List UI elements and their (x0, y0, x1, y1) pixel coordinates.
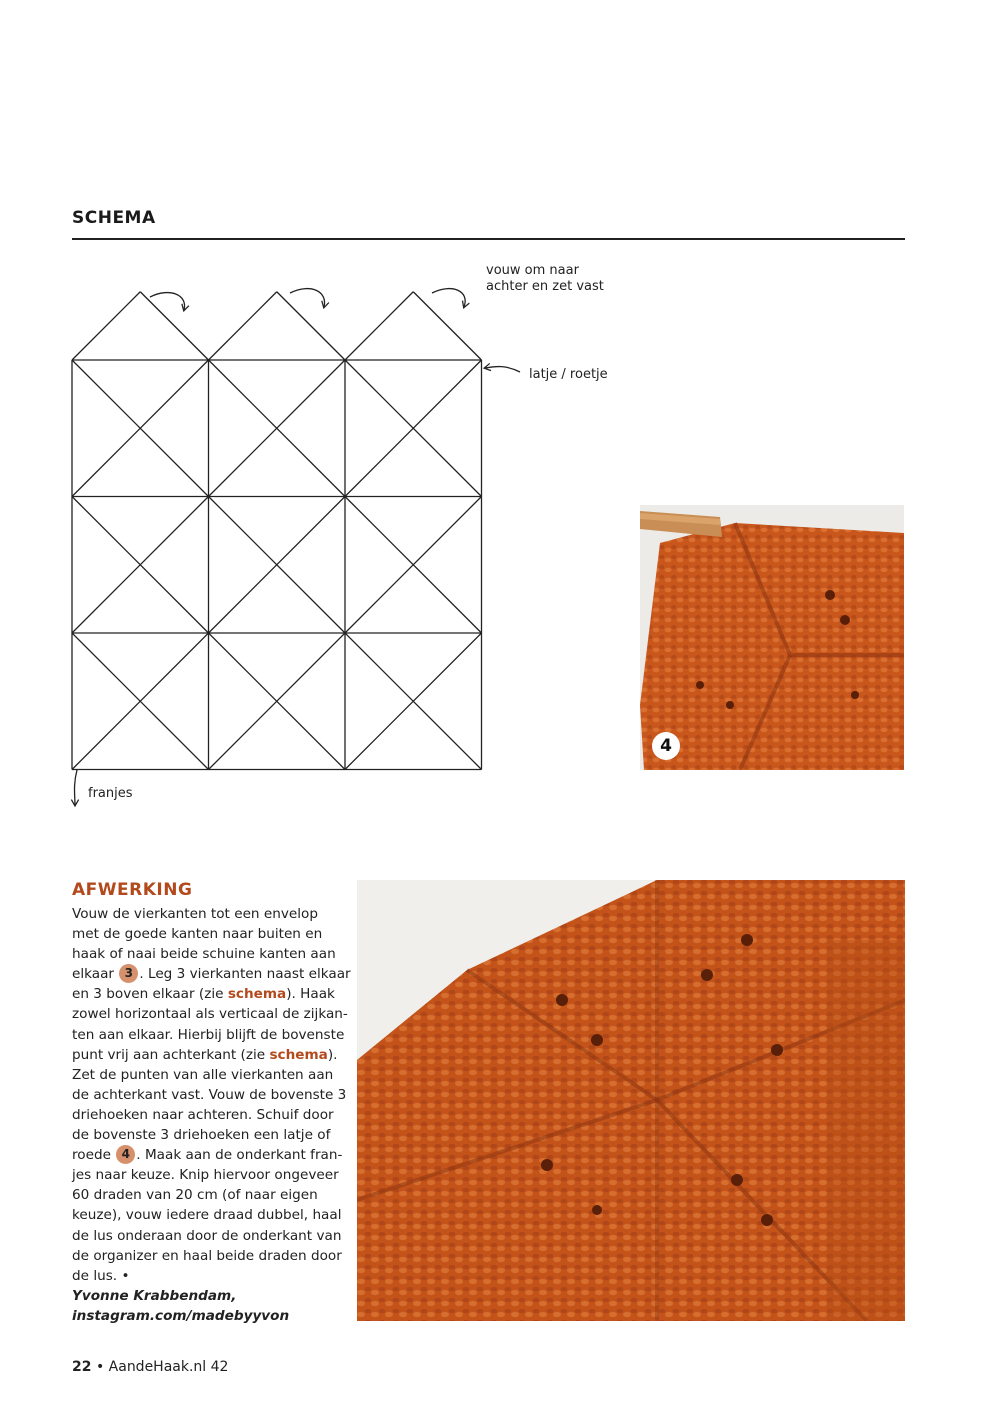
text-line (72, 1145, 344, 1165)
text-line (72, 1065, 344, 1085)
section-heading-schema: SCHEMA (72, 208, 156, 228)
finishing-instructions (72, 904, 351, 1326)
fold-arrow-2 (290, 289, 325, 307)
section-heading-afwerking: AFWERKING (72, 880, 193, 900)
text-line (72, 1085, 347, 1105)
text-line (72, 1165, 344, 1185)
text-line (72, 1025, 344, 1045)
text-run: Zet de punten van alle vierkanten aan (72, 1066, 334, 1083)
text-run: keuze), vouw iedere draad dubbel, haal (72, 1207, 342, 1224)
square-grid (72, 292, 482, 770)
rod-label: latje / roetje (529, 367, 608, 382)
text-run: de bovenste 3 driehoeken een latje of (72, 1127, 331, 1144)
text-line (72, 1266, 344, 1286)
folding-diagram (60, 255, 630, 815)
page-footer (72, 1359, 228, 1375)
text-run: . Maak aan de onderkant fran- (136, 1147, 343, 1164)
schema-reference[interactable]: schema (227, 986, 287, 1003)
text-line (72, 1185, 344, 1205)
fold-label-line-1: vouw om naar (486, 263, 579, 278)
text-run: de achterkant vast. Vouw de bovenste 3 (72, 1086, 347, 1103)
text-run: elkaar (72, 966, 119, 983)
footer-bullet: • (95, 1359, 105, 1375)
text-run: ). (327, 1046, 338, 1063)
text-run: roede (72, 1147, 116, 1164)
text-run: met de goede kanten naar buiten en (72, 926, 323, 943)
diagram-line (209, 292, 277, 360)
text-run: de lus. (72, 1267, 122, 1284)
diagram-line (345, 292, 413, 360)
text-run: punt vrij aan achterkant (zie (72, 1046, 270, 1063)
text-run: 60 draden van 20 cm (of naar eigen (72, 1187, 318, 1204)
text-run: • (121, 1267, 130, 1284)
text-line (72, 1045, 344, 1065)
diagram-line (140, 292, 208, 360)
text-line (72, 964, 351, 984)
diagram-line (277, 292, 345, 360)
step-reference-badge: 4 (116, 1145, 135, 1164)
text-run: Vouw de vierkanten tot een envelop (72, 906, 318, 922)
text-line (72, 984, 344, 1004)
text-line (72, 1205, 344, 1225)
text-line (72, 1226, 344, 1246)
text-run: de organizer en haal beide draden door (72, 1247, 342, 1264)
text-run: driehoeken naar achteren. Schuif door (72, 1106, 334, 1123)
text-line (72, 1105, 344, 1125)
fold-arrow-3 (432, 289, 465, 307)
magazine-issue: AandeHaak.nl 42 (108, 1359, 229, 1375)
author-link[interactable]: instagram.com/madebyyvon (72, 1307, 290, 1324)
text-run: en 3 boven elkaar (zie (72, 986, 228, 1003)
author-name: Yvonne Krabbendam, (72, 1287, 237, 1304)
rod-arrow (485, 367, 520, 372)
diagram-line (72, 292, 140, 360)
step-reference-badge: 3 (119, 964, 138, 983)
text-line (72, 1246, 344, 1266)
text-line (72, 904, 344, 924)
text-line (72, 924, 344, 944)
schema-reference[interactable]: schema (269, 1046, 328, 1063)
text-run: ). Haak (286, 986, 335, 1003)
photo-crochet-detail (357, 880, 905, 1321)
text-run: zowel horizontaal als verticaal de zijkan- (72, 1006, 348, 1023)
photo-step-4 (640, 505, 904, 770)
fold-label-line-2: achter en zet vast (486, 279, 604, 294)
text-run: haak of naai beide schuine kanten aan (72, 946, 336, 963)
page-number: 22 (72, 1359, 92, 1375)
step-badge: 4 (652, 732, 680, 760)
text-run: ten aan elkaar. Hierbij blijft de bovenste (72, 1026, 345, 1043)
diagram-line (413, 292, 481, 360)
heading-divider (72, 238, 905, 240)
fringe-arrow (75, 770, 78, 805)
text-run: de lus onderaan door de onderkant van (72, 1227, 342, 1244)
text-run: . Leg 3 vierkanten naast elkaar (139, 966, 351, 983)
text-run: jes naar keuze. Knip hiervoor ongeveer (72, 1167, 339, 1184)
text-line (72, 944, 344, 964)
fringe-label: franjes (88, 786, 133, 801)
text-line (72, 1125, 344, 1145)
text-line (72, 1004, 348, 1024)
